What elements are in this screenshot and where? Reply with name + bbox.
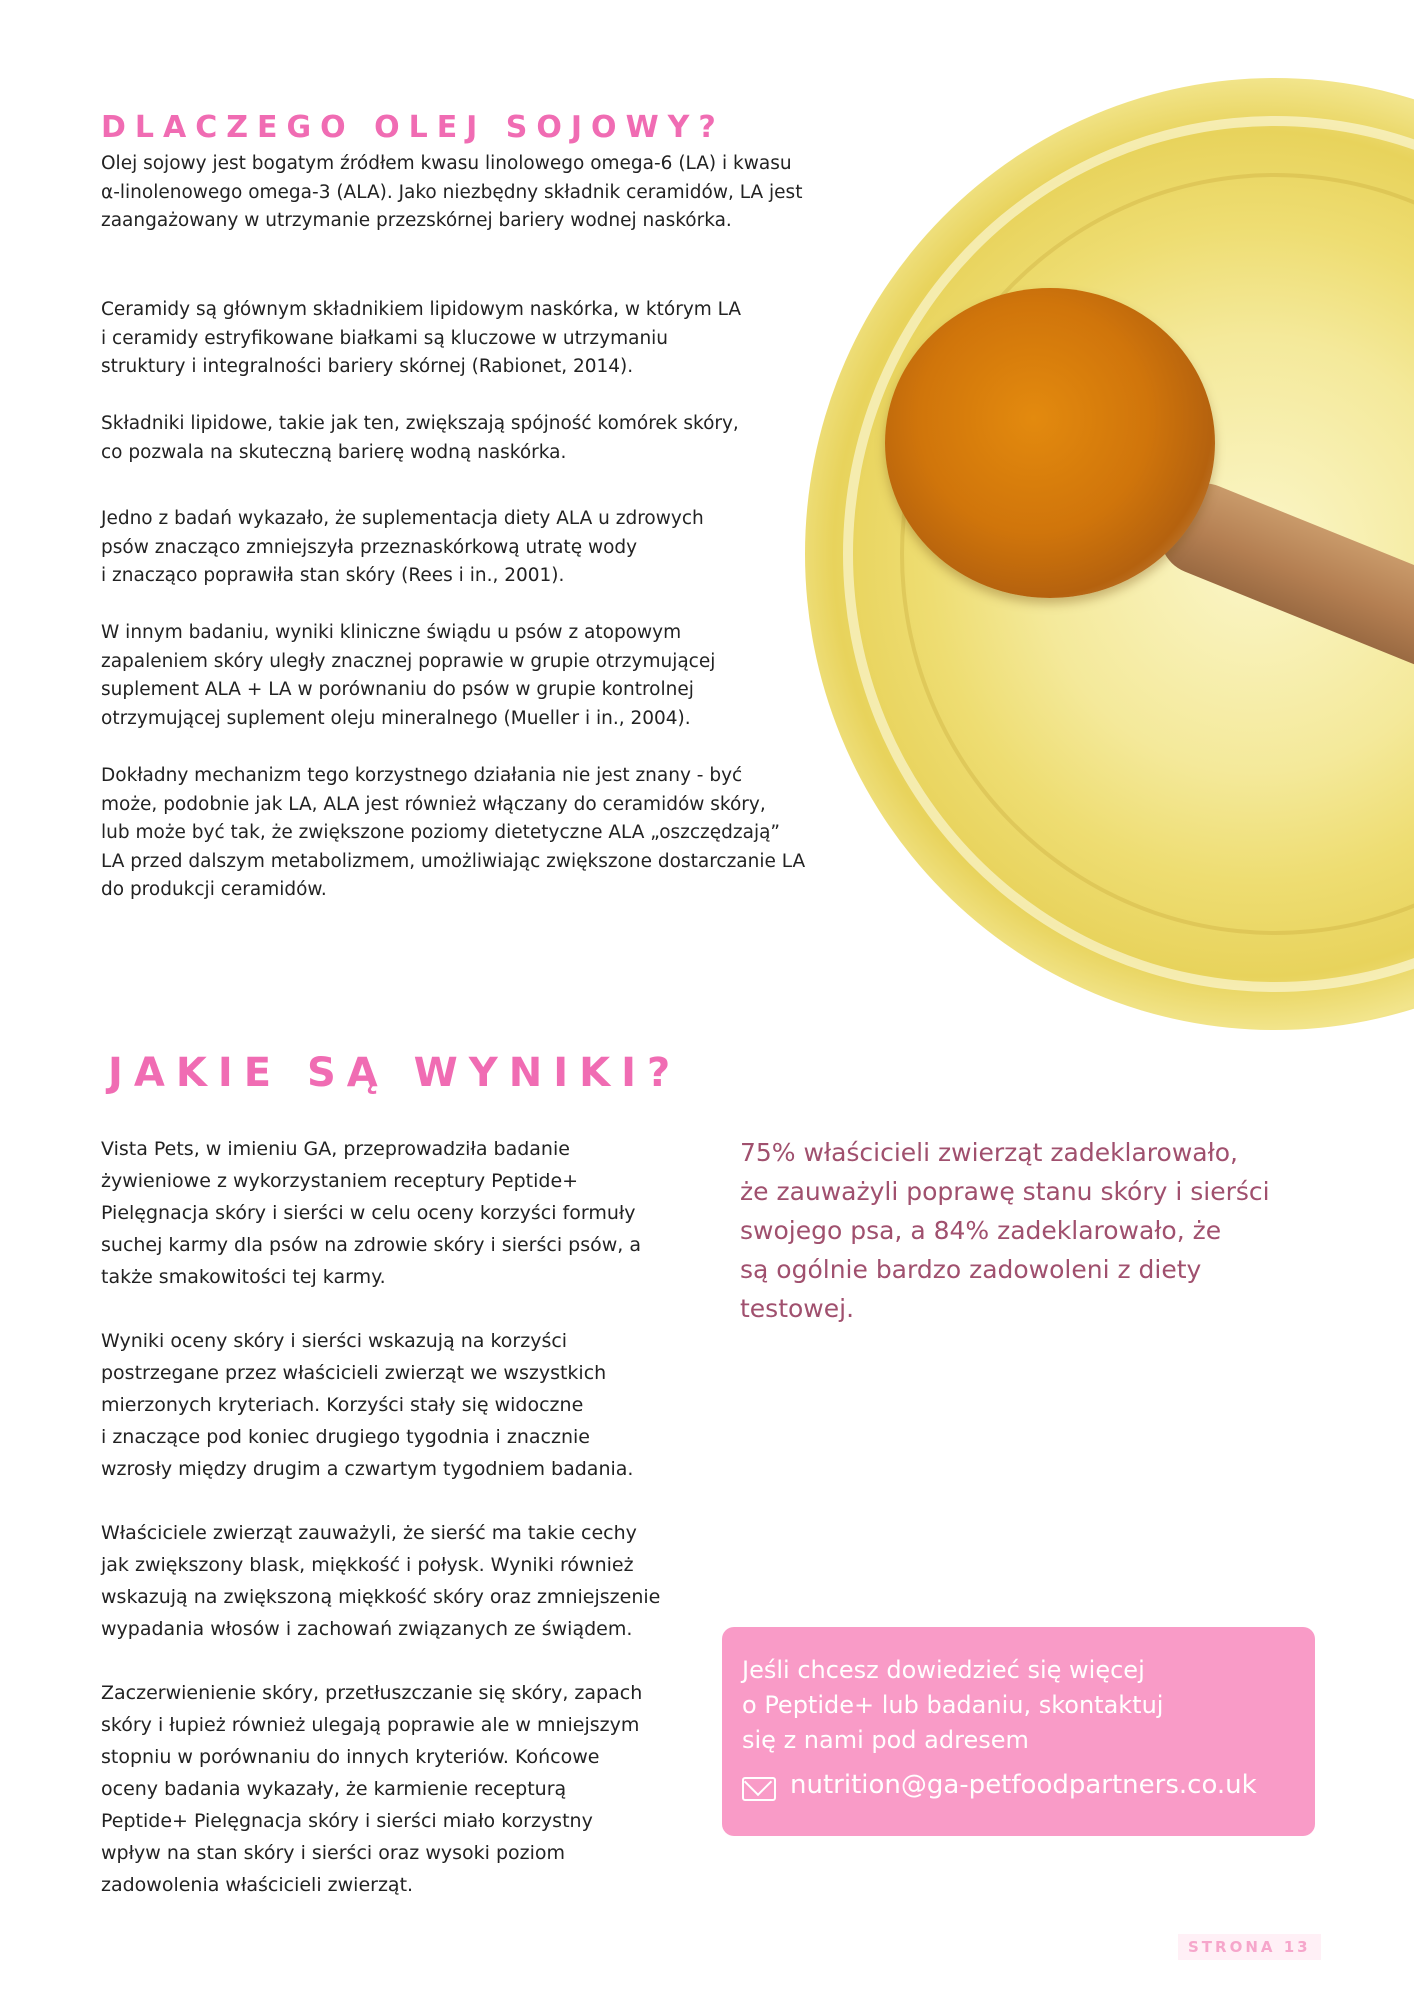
paragraph-vista-pets-study: Vista Pets, w imieniu GA, przeprowadziła badanie żywieniowe z wykorzystaniem receptury Peptide+ Pielęgnacja skóry i sierści w celu oceny korzyści formuły suchej karmy dla psów na zdrowie skóry i sierści psów, a także smakowitości tej karmy. <box>101 1138 641 1288</box>
paragraph-ceramides: Ceramidy są głównym składnikiem lipidowym naskórka, w którym LA i ceramidy estryfikowane białkami są kluczowe w utrzymaniu struktury i integralności bariery skórnej (Rabionet, 2014). <box>101 299 742 377</box>
contact-box <box>722 1627 1315 1836</box>
paragraph-mechanism: Dokładny mechanizm tego korzystnego działania nie jest znany - być może, podobnie jak LA, ALA jest również włączany do ceramidów skóry, lub może być tak, że zwiększone poziomy dietetyczne ALA „oszczędzają” LA przed dalszym metabolizmem, umożliwiając zwiększone dostarczanie LA do produkcji ceramidów. <box>101 765 806 900</box>
section-title-results: JAKIE SĄ WYNIKI? <box>108 1050 682 1096</box>
paragraph-final-conclusions: Zaczerwienienie skóry, przetłuszczanie się skóry, zapach skóry i łupież również ulegają poprawie ale w mniejszym stopniu w porównaniu do innych kryteriów. Końcowe oceny badania wykazały, że karmienie recepturą Peptide+ Pielęgnacja skóry i sierści miało korzystny wpływ na stan skóry i sierści oraz wysoki poziom zadowolenia właścicieli zwierząt. <box>101 1682 643 1896</box>
soybean-oil-photo <box>805 78 1414 1030</box>
page-number: STRONA 13 <box>1178 1934 1321 1960</box>
wooden-spoon-bowl <box>885 288 1215 598</box>
paragraph-soybean-intro: Olej sojowy jest bogatym źródłem kwasu linolowego omega-6 (LA) i kwasu α-linolenowego omega-3 (ALA). Jako niezbędny składnik ceramidów, LA jest zaangażowany w utrzymanie przezskórnej bariery wodnej naskórka. <box>101 153 803 231</box>
contact-email-link[interactable]: nutrition@ga-petfoodpartners.co.uk <box>790 1770 1257 1800</box>
paragraph-atopic-study: W innym badaniu, wyniki kliniczne świądu u psów z atopowym zapaleniem skóry uległy znacznej poprawie w grupie otrzymującej suplement ALA + LA w porównaniu do psów w grupie kontrolnej otrzymującej suplement oleju mineralnego (Mueller i in., 2004). <box>101 622 716 729</box>
contact-text: Jeśli chcesz dowiedzieć się więcej o Peptide+ lub badaniu, skontaktuj się z nami pod adresem <box>742 1656 1164 1754</box>
section-title-why-soybean-oil: DLACZEGO OLEJ SOJOWY? <box>101 110 725 145</box>
envelope-icon <box>742 1777 776 1801</box>
results-highlight-quote: 75% właścicieli zwierząt zadeklarowało, że zauważyli poprawę stanu skóry i sierści swojego psa, a 84% zadeklarowało, że są ogólnie bardzo zadowoleni z diety testowej. <box>740 1138 1270 1323</box>
paragraph-owner-observations: Właściciele zwierząt zauważyli, że sierść ma takie cechy jak zwiększony blask, miękkość i połysk. Wyniki również wskazują na zwiększoną miękkość skóry oraz zmniejszenie wypadania włosów i zachowań związanych ze świądem. <box>101 1522 661 1640</box>
paragraph-ala-study: Jedno z badań wykazało, że suplementacja diety ALA u zdrowych psów znacząco zmniejszyła przeznaskórkową utratę wody i znacząco poprawiła stan skóry (Rees i in., 2001). <box>101 508 704 586</box>
paragraph-assessment-results: Wyniki oceny skóry i sierści wskazują na korzyści postrzegane przez właścicieli zwierząt we wszystkich mierzonych kryteriach. Korzyści stały się widoczne i znaczące pod koniec drugiego tygodnia i znacznie wzrosły między drugim a czwartym tygodniem badania. <box>101 1330 634 1480</box>
paragraph-lipid-components: Składniki lipidowe, takie jak ten, zwiększają spójność komórek skóry, co pozwala na skuteczną barierę wodną naskórka. <box>101 413 739 463</box>
